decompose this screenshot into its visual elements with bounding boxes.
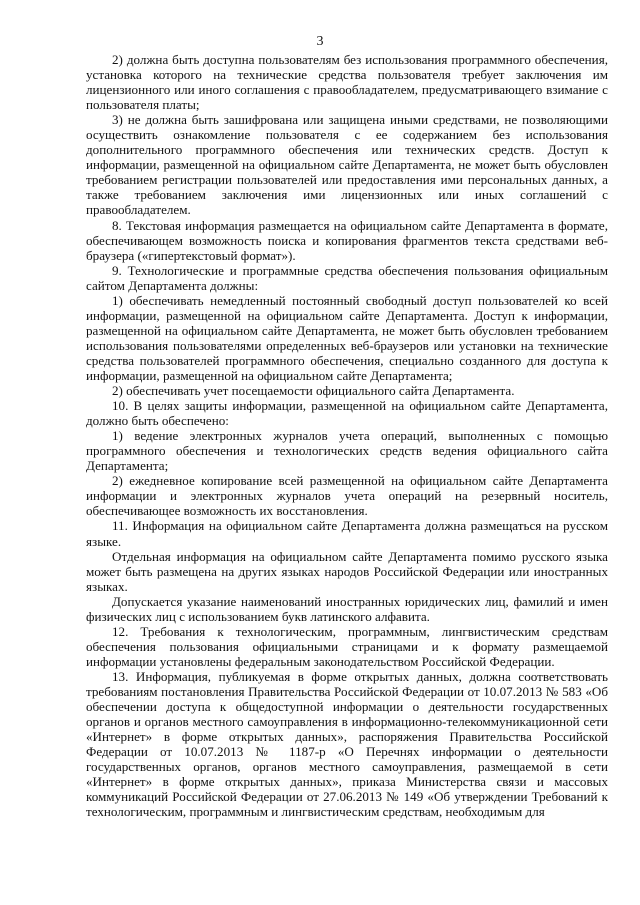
paragraph: 8. Текстовая информация размещается на официальном сайте Департамента в формате, обеспечивающем возможность поиска и копирования фрагментов текста средствами веб-браузера («гипертекстовый формат»).: [86, 217, 608, 263]
paragraph: 2) должна быть доступна пользователям без использования программного обеспечения, установка которого на технические средства пользователя требует заключения им лицензионного или иного соглашения с правообладателем, предусматривающего взимание с пользователя платы;: [86, 52, 608, 113]
paragraph: 13. Информация, публикуемая в форме открытых данных, должна соответствовать требованиям постановления Правительства Российской Федерации от 10.07.2013 № 583 «Об обеспечении доступа к общедоступной информации о деятельности государственных органов и органов местного самоуправления в информационно-телекоммуникационной сети «Интернет» в форме открытых данных», распоряжения Правительства Российской Федерации от 10.07.2013 № 1187-р «О Перечнях информации о деятельности государственных органов, органов местного самоуправления, размещаемой в сети «Интернет» в форме открытых данных», приказа Министерства связи и массовых коммуникаций Российской Федерации от 27.06.2013 № 149 «Об утверждении Требований к технологическим, программным и лингвистическим средствам, необходимым для: [86, 668, 608, 820]
paragraph: 3) не должна быть зашифрована или защищена иными средствами, не позволяющими осуществить ознакомление пользователя с ее содержанием без использования дополнительного программного обеспечения или технических средств. Доступ к информации, размещенной на официальном сайте Департамента, не может быть обусловлен требованием регистрации пользователей или предоставления ими персональных данных, а также требованием заключения ими лицензионных или иных соглашений с правообладателем.: [86, 112, 608, 218]
paragraph: 11. Информация на официальном сайте Департамента должна размещаться на русском языке.: [86, 518, 608, 549]
paragraph: 12. Требования к технологическим, программным, лингвистическим средствам обеспечения пользования официальными страницами и к формату размещаемой информации установлены федеральным законодательством Российской Федерации.: [86, 623, 608, 669]
paragraph: 2) ежедневное копирование всей размещенной на официальном сайте Департамента информации и электронных журналов учета операций на резервный носитель, обеспечивающее возможность их восстановления.: [86, 473, 608, 519]
paragraph: 9. Технологические и программные средства обеспечения пользования официальным сайтом Департамента должны:: [86, 262, 608, 293]
paragraph: 2) обеспечивать учет посещаемости официального сайта Департамента.: [112, 383, 515, 399]
paragraph: 1) ведение электронных журналов учета операций, выполненных с помощью программного обеспечения и технологических средств ведения официального сайта Департамента;: [86, 428, 608, 474]
page-number: 3: [316, 34, 324, 49]
paragraph: Отдельная информация на официальном сайте Департамента помимо русского языка может быть размещена на других языках народов Российской Федерации или иностранных языках.: [86, 548, 608, 594]
paragraph: 10. В целях защиты информации, размещенной на официальном сайте Департамента, должно быть обеспечено:: [86, 398, 608, 429]
paragraph: Допускается указание наименований иностранных юридических лиц, фамилий и имен физических лиц с использованием букв латинского алфавита.: [86, 593, 608, 624]
paragraph: 1) обеспечивать немедленный постоянный свободный доступ пользователей ко всей информации, размещенной на официальном сайте Департамента. Доступ к информации, размещенной на официальном сайте Департамента, не может быть обусловлен требованием использования пользователями определенных веб-браузеров или установки на технические средства пользователей программного обеспечения, специально созданного для доступа к информации, размещенной на официальном сайте Департамента;: [86, 292, 608, 383]
document-body: [86, 52, 608, 819]
